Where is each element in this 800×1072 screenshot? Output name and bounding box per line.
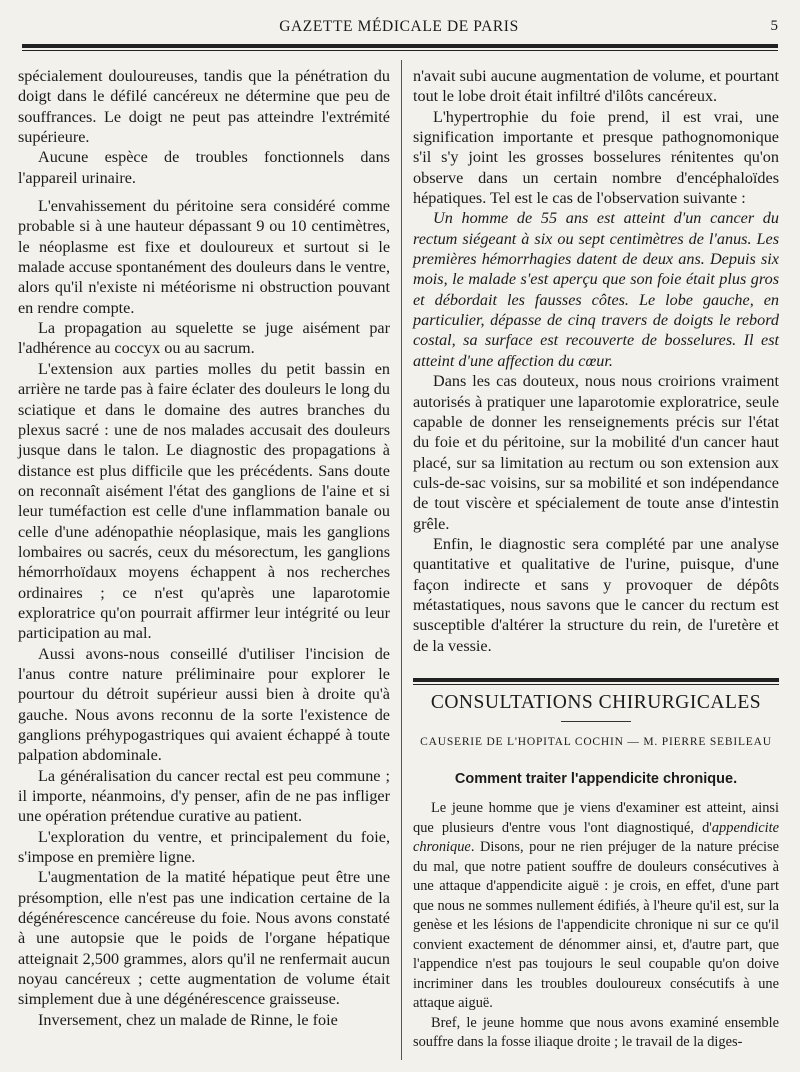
left-paragraph-4: La propagation au squelette se juge aisément par l'adhérence au coccyx ou au sacrum. <box>18 319 390 358</box>
observation-emphasis: affection du cœur <box>497 351 609 370</box>
header-rule-thin <box>22 50 778 51</box>
right-column <box>413 66 779 1053</box>
page-header <box>14 14 784 40</box>
section-rule-thick <box>413 678 779 682</box>
observation-case <box>413 208 779 371</box>
left-paragraph-6: Aussi avons-nous conseillé d'utiliser l'incision de l'anus contre nature préliminaire pour explorer le pourtour du détroit supérieur aussi bien à droite qu'à gauche. Nous avons reconnu de la sorte l'existence de ganglions préhypogastriques qui avaient échappé à toute palpation abdominale. <box>18 644 390 765</box>
column-divider <box>401 60 402 1060</box>
short-divider <box>561 721 631 722</box>
observation-text: Un homme de 55 ans est atteint d'un cancer du rectum siégeant à six ou sept centimètres de l'anus. Les premières hémorrhagies datent de deux ans. Depuis six mois, le malade s'est aperçu que son foie était plus gros et débordait les fausses côtes. Le lobe gauche, en particulier, dépasse de cinq travers de doigts le rebord costal, sa surface est recouverte de bosselures. Il est atteint d'une <box>413 209 779 370</box>
article-text-a: Le jeune homme que je viens d'examiner est atteint, ainsi que plusieurs d'entre vous l'ont diagnostiqué, d' <box>413 800 779 836</box>
article-title: Comment traiter l'appendicite chronique. <box>454 770 738 787</box>
observation-end: . <box>608 351 613 370</box>
header-rule-thick <box>22 44 778 48</box>
lecture-subhead: CAUSERIE DE L'HOPITAL COCHIN — M. PIERRE SEBILEAU <box>420 736 772 749</box>
article-emphasis: appendicite chronique <box>413 819 779 855</box>
left-paragraph-1: spécialement douloureuses, tandis que la pénétration du doigt dans le défilé cancéreux ne détermine que peu de souffrances. Le doigt ne peut pas atteindre l'extrémité supérieure. <box>18 67 390 147</box>
right-paragraph-2: L'hypertrophie du foie prend, il est vrai, une signification importante et presque pathognomonique s'il s'y joint les grosses bosselures rénitentes qu'on observe dans un certain nombre d'encéphaloïdes hépatiques. Tel est le cas de l'observation suivante : <box>413 107 779 208</box>
left-paragraph-8: L'exploration du ventre, et principalement du foie, s'impose en première ligne. <box>18 827 390 867</box>
article-text-b: . Disons, pour ne rien préjuger de la nature précise du mal, que notre patient souffre de douleurs consécutives à une attaque d'appendicite aiguë : je crois, en effet, d'une part que nous ne sommes nullement édifiés, à l'heure qu'il est, sur la genèse et les lésions de l'appendicite chronique ni sur ce qu'il convient exactement de dénommer ainsi, et, d'autre part, que l'appendice n'est pas toujours le seul coupable qu'on doive incriminer dans les troubles douloureux consécutifs à une attaque aiguë. <box>413 839 779 1011</box>
left-paragraph-9: L'augmentation de la matité hépatique peut être une présomption, elle n'est pas une indication certaine de la dégénérescence cancéreuse du foie. Nous avons constaté à une autopsie que le poids de l'organe hépatique atteignait 2,500 grammes, alors qu'il ne renfermait aucun noyau cancéreux ; cette augmentation de volume était simplement due à une dégénérescence graisseuse. <box>18 868 390 1009</box>
article-paragraph-1 <box>413 799 779 1014</box>
article-paragraph-2: Bref, le jeune homme que nous avons examiné ensemble souffre dans la fosse iliaque droite ; le travail de la diges- <box>413 1014 779 1050</box>
left-paragraph-10: Inversement, chez un malade de Rinne, le foie <box>38 1010 338 1029</box>
section-title: CONSULTATIONS CHIRURGICALES <box>430 691 762 713</box>
journal-title: GAZETTE MÉDICALE DE PARIS <box>279 18 519 35</box>
page-number: 5 <box>770 18 778 34</box>
left-column <box>18 66 390 1030</box>
right-paragraph-1: n'avait subi aucune augmentation de volume, et pourtant tout le lobe droit était infiltré d'ilôts cancéreux. <box>413 67 779 106</box>
left-paragraph-3: L'envahissement du péritoine sera considéré comme probable si à une hauteur dépassant 9 ou 10 centimètres, le néoplasme est fixe et douloureux et surtout si le malade accuse spontanément des douleurs dans le ventre, alors qu'il n'existe ni météorisme ni obstruction pouvant en rendre compte. <box>18 197 390 317</box>
section-rule-thin <box>413 684 779 685</box>
right-paragraph-5: Enfin, le diagnostic sera complété par une analyse quantitative et qualitative de l'urine, puisque, d'une façon indirecte et sans y provoquer de dépôts métastatiques, nous savons que le cancer du rectum est susceptible d'altérer la structure du rein, de l'uretère et de la vessie. <box>413 534 779 655</box>
article-body <box>413 799 779 1053</box>
right-paragraph-4: Dans les cas douteux, nous nous croirions vraiment autorisés à pratiquer une laparotomie exploratrice, seule capable de donner les renseignements précis sur l'état du foie et du péritoine, sur la mobilité d'un cancer haut placé, sur sa limitation au rectum ou son extension aux culs-de-sac voisins, sur sa mobilité et son indépendance de tout viscère et spécialement de toute anse d'intestin grêle. <box>413 372 779 533</box>
left-paragraph-2: Aucune espèce de troubles fonctionnels dans l'appareil urinaire. <box>18 148 390 187</box>
left-paragraph-5: L'extension aux parties molles du petit bassin en arrière ne tarde pas à faire éclater des douleurs le long du sciatique et dans le domaine des autres branches du plexus sacré : une de nos malades accusait des douleurs jusque dans le talon. Le diagnostic des propagations à distance est plus difficile que les précédents. Sans doute on reconnaît aisément l'état des ganglions de l'aine et si leur tuméfaction est celle d'une inflammation banale ou celle d'une adénopathie néoplasique, mais les ganglions lombaires ou sacrés, ceux du mésorectum, les ganglions hémorrhoïdaux moyens échappent à nos recherches ordinaires ; ce n'est qu'après une laparotomie exploratrice qu'on pourrait affirmer leur intégrité ou leur participation au mal. <box>18 359 390 643</box>
left-paragraph-7: La généralisation du cancer rectal est peu commune ; il importe, néanmoins, d'y penser, afin de ne pas infliger une opération prétendue curative au patient. <box>18 766 390 826</box>
